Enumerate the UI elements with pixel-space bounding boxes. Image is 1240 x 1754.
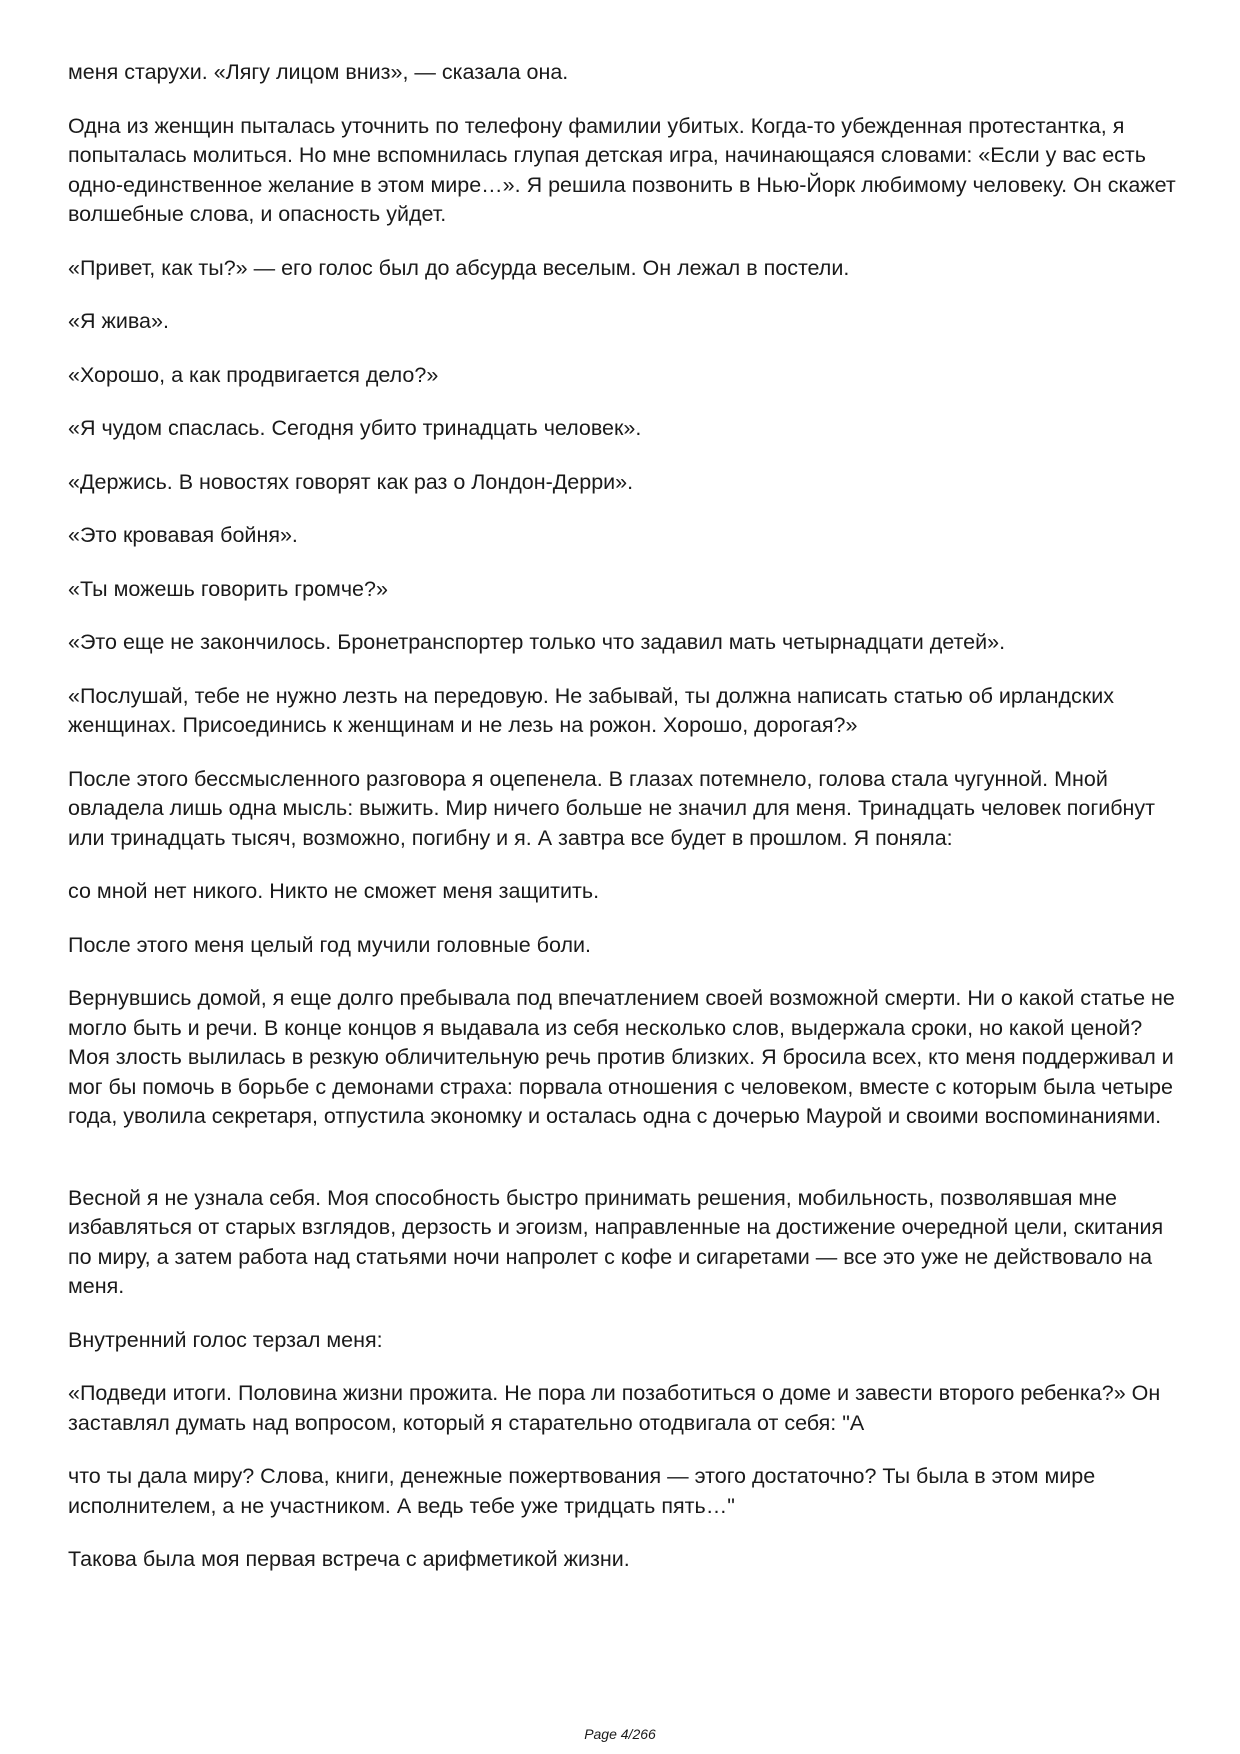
paragraph: «Это еще не закончилось. Бронетранспортер только что задавил мать четырнадцати детей».: [68, 630, 1006, 654]
paragraph: Весной я не узнала себя. Моя способность быстро принимать решения, мобильность, позволявшая мне избавляться от старых взглядов, дерзость и эгоизм, направленные на достижение очередной цели, скитания по миру, а затем работа над статьями ночи напролет с кофе и сигаретами — все это уже не действовало на меня.: [68, 1185, 1164, 1298]
paragraph: «Ты можешь говорить громче?»: [68, 576, 388, 601]
paragraph: что ты дала миру? Слова, книги, денежные пожертвования — этого достаточно? Ты была в этом мире исполнителем, а не участником. А ведь тебе уже тридцать пять…": [68, 1464, 1096, 1518]
paragraph: Вернувшись домой, я еще долго пребывала под впечатлением своей возможной смерти. Ни о какой статье не могло быть и речи. В конце концов я выдавала из себя несколько слов, выдержала сроки, но какой ценой? Моя злость вылилась в резкую обличительную речь против близких. Я бросила всех, кто меня поддерживал и мог бы помочь в борьбе с демонами страха: порвала отношения с человеком, вместе с которым была четыре года, уволила секретаря, отпустила экономку и осталась одна с дочерью Маурой и своими воспоминаниями.: [68, 986, 1175, 1128]
paragraph: Внутренний голос терзал меня:: [68, 1327, 383, 1352]
paragraph: После этого бессмысленного разговора я оцепенела. В глазах потемнело, голова стала чугунной. Мной овладела лишь одна мысль: выжить. Мир ничего больше не значил для меня. Тринадцать человек погибнут или тринадцать тысяч, возможно, погибну и я. А завтра все будет в прошлом. Я поняла:: [68, 766, 1156, 850]
paragraph: «Подведи итоги. Половина жизни прожита. Не пора ли позаботиться о доме и завести второго ребенка?» Он заставлял думать над вопросом, который я старательно отодвигала от себя: "А: [68, 1381, 1161, 1435]
page-number: Page 4/266: [584, 1726, 656, 1742]
paragraph: «Это кровавая бойня».: [68, 523, 298, 547]
body-text: [68, 58, 1188, 1599]
paragraph: «Я чудом спаслась. Сегодня убито тринадцать человек».: [68, 416, 642, 440]
paragraph: меня старухи. «Лягу лицом вниз», — сказала она.: [68, 60, 569, 84]
paragraph: «Хорошо, а как продвигается дело?»: [68, 362, 439, 387]
paragraph: «Я жива».: [68, 309, 169, 333]
paragraph: «Привет, как ты?» — его голос был до абсурда веселым. Он лежал в постели.: [68, 255, 850, 280]
paragraph: «Послушай, тебе не нужно лезть на передовую. Не забывай, ты должна написать статью об ирландских женщинах. Присоединись к женщинам и не лезь на рожон. Хорошо, дорогая?»: [68, 683, 1114, 737]
paragraph: Одна из женщин пыталась уточнить по телефону фамилии убитых. Когда-то убежденная протестантка, я попыталась молиться. Но мне вспомнилась глупая детская игра, начинающаяся словами: «Если у вас есть одно-единственное желание в этом мире…». Я решила позвонить в Нью-Йорк любимому человеку. Он скажет волшебные слова, и опасность уйдет.: [68, 113, 1176, 226]
paragraph: со мной нет никого. Никто не сможет меня защитить.: [68, 879, 600, 903]
paragraph: Такова была моя первая встреча с арифметикой жизни.: [68, 1547, 630, 1571]
paragraph: «Держись. В новостях говорят как раз о Лондон-Дерри».: [68, 469, 634, 494]
paragraph: После этого меня целый год мучили головные боли.: [68, 932, 592, 957]
